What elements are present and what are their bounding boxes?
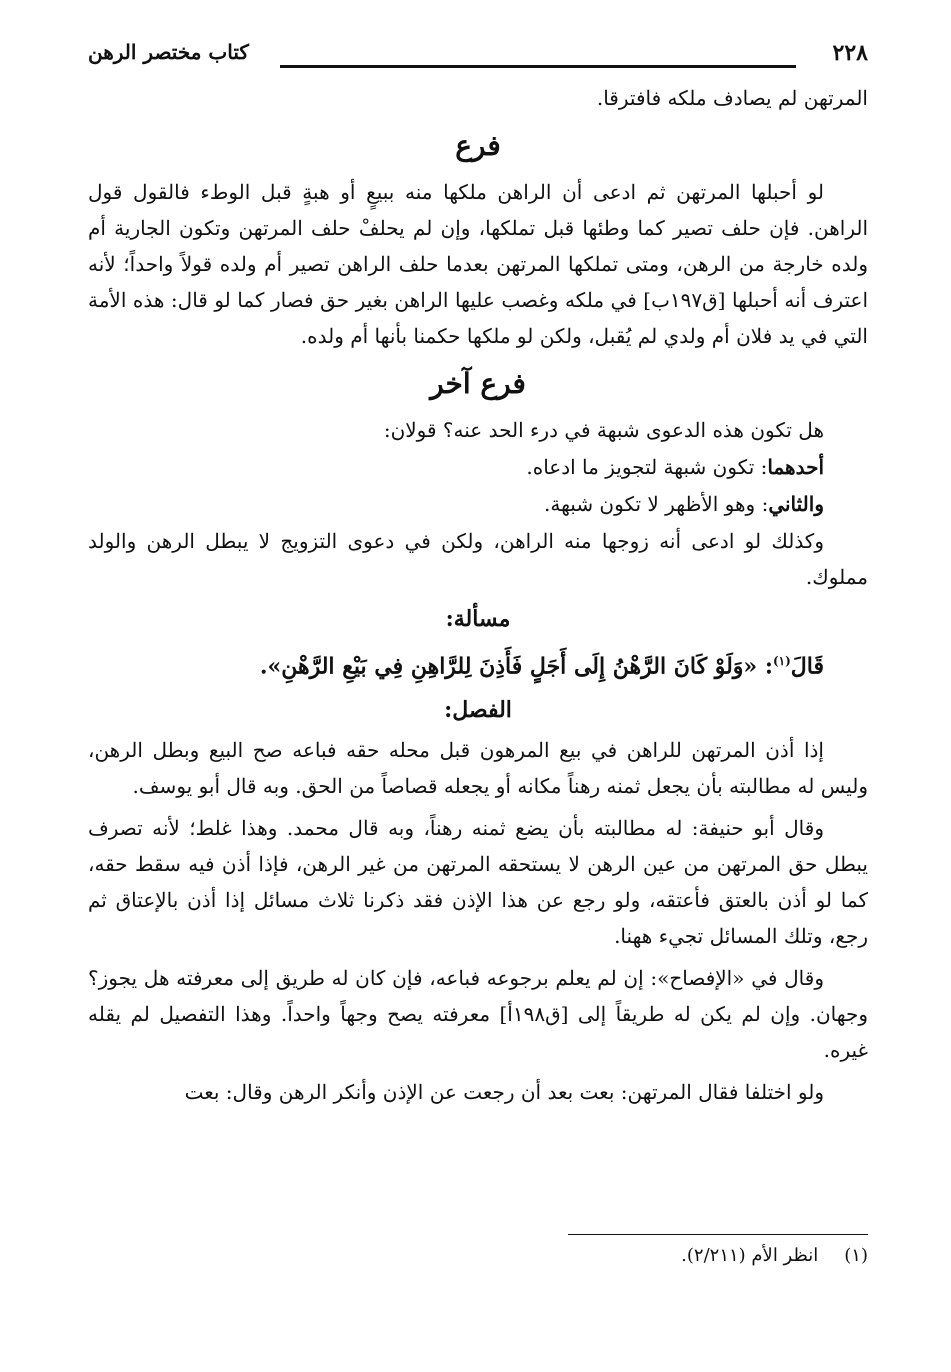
first-opinion-label: أحدهما: [767, 455, 824, 479]
fasl-paragraph-2: وقال أبو حنيفة: له مطالبته بأن يضع ثمنه رهناً، وبه قال محمد. وهذا غلط؛ لأنه تصرف يبطل حق المرتهن من عين الرهن لا يستحقه المرتهن من غير الرهن، فإذا أذن فيه سقط حقه، كما لو أذن بالعتق فأعتقه، ولو رجع عن هذا الإذن فقد ذكرنا ثلاث مسائل إذا أذن بالإعتاق ثم رجع، وتلك المسائل تجيء ههنا.: [88, 816, 868, 949]
footnote-area: [88, 0, 868, 1372]
section-heading-masala: مسألة:: [445, 606, 511, 632]
section-heading-far: فرع: [455, 129, 501, 162]
book-title: كتاب مختصر الرهن: [88, 40, 249, 64]
second-opinion-label: والثاني: [768, 492, 824, 516]
section1-paragraph: لو أحبلها المرتهن ثم ادعى أن الراهن ملكها منه ببيعٍ أو هبةٍ قبل الوطء فالقول قول الراهن. فإن حلف تصير كما وطئها قبل تملكها، وإن لم يحلفْ حلف المرتهن وتكون الجارية أم ولده خارجة من الرهن، ومتى تملكها المرتهن بعدما حلف الراهن تصير أم ولده قولاً واحداً؛ لأنه اعترف أنه أحبلها [ق١٩٧ب] في ملكه وغصب عليها الراهن بغير حق فصار كما لو قال: هذه الأمة التي في يد فلان أم ولدي لم يُقبل، ولكن لو ملكها حكمنا بأنها أم ولده.: [88, 180, 869, 348]
footnote-marker: (١): [772, 654, 791, 668]
fasl-paragraph-3: وقال في «الإفصاح»: إن لم يعلم برجوعه فباعه، فإن كان له طريق إلى معرفته هل يجوز؟ وجهان. وإن لم يكن له طريقاً إلى [ق١٩٨أ] معرفته يصح وجهاً واحداً. وهذا التفصيل لم يقله غيره.: [88, 966, 868, 1063]
footnote: [681, 1242, 868, 1270]
second-opinion-text: : وهو الأظهر لا تكون شبهة.: [543, 492, 769, 516]
section2-closing: وكذلك لو ادعى أنه زوجها منه الراهن، ولكن في دعوى التزويج لا يبطل الرهن والولد مملوك.: [88, 529, 868, 589]
quote-label: قَالَ: [790, 653, 824, 680]
section2-question: هل تكون هذه الدعوى شبهة في درء الحد عنه؟ قولان:: [383, 418, 824, 442]
intro-line: المرتهن لم يصادف ملكه فافترقا.: [596, 86, 868, 110]
footnote-number: (١): [844, 1245, 868, 1266]
first-opinion-text: : تكون شبهة لتجويز ما ادعاه.: [526, 455, 768, 479]
quote-text: : «وَلَوْ كَانَ الرَّهْنُ إِلَى أَجَلٍ فَأَذِنَ لِلرَّاهِنِ فِي بَيْعِ الرَّهْنِ».: [259, 653, 773, 680]
fasl-paragraph-4: ولو اختلفا فقال المرتهن: بعت بعد أن رجعت عن الإذن وأنكر الرهن وقال: بعت: [184, 1080, 824, 1105]
fasl-paragraph-1: إذا أذن المرتهن للراهن في بيع المرهون قبل محله حقه فباعه صح البيع وبطل الرهن، وليس له مطالبته بأن يجعل ثمنه رهناً مكانه أو يجعله قصاصاً من الحق. وبه قال أبو يوسف.: [88, 738, 868, 799]
page-number: ٢٢٨: [832, 40, 868, 66]
section-heading-far-akhar: فرع آخر: [430, 367, 526, 400]
section-heading-fasl: الفصل:: [444, 697, 512, 724]
footnote-text: انظر الأم (٢/٢١١).: [681, 1245, 819, 1266]
footnote-rule: [568, 1234, 868, 1235]
